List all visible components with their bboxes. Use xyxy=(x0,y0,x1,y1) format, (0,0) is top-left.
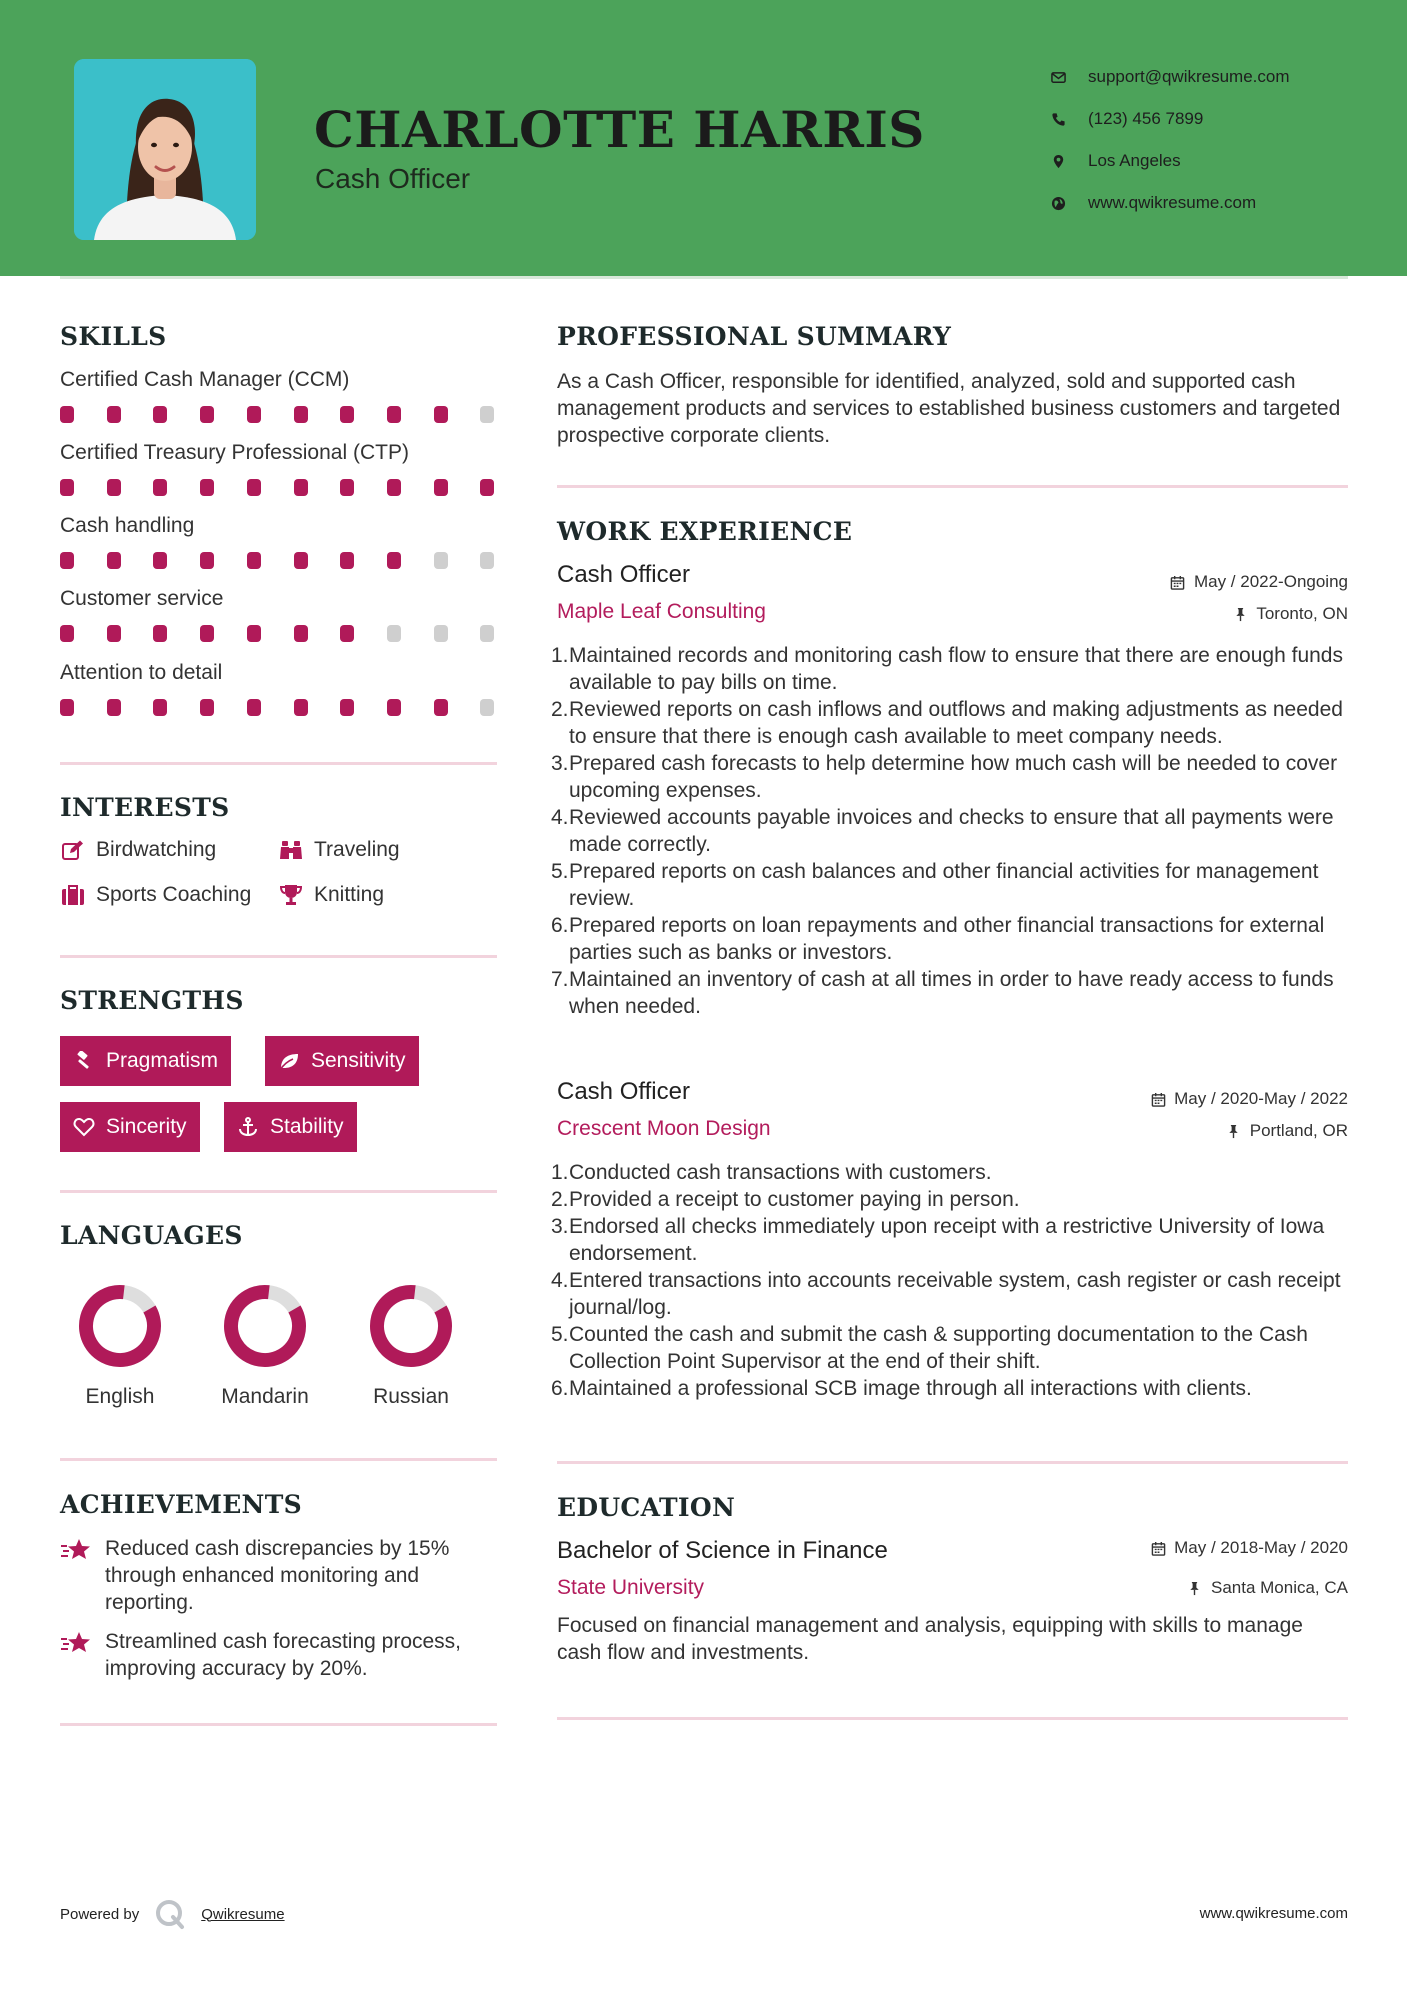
pushpin-icon xyxy=(1187,1580,1203,1596)
skill-dot-filled xyxy=(200,625,214,642)
interest-item xyxy=(278,838,400,862)
strength-label: Stability xyxy=(270,1115,344,1138)
pushpin-icon xyxy=(1226,1123,1242,1139)
skill-dot-filled xyxy=(340,406,354,423)
duty-item: 4. Reviewed accounts payable invoices and checks to ensure that all payments were made correctly. xyxy=(557,804,1352,858)
skill-dot-filled xyxy=(247,699,261,716)
skill-dot-empty xyxy=(387,625,401,642)
language-item xyxy=(205,1283,325,1409)
duty-text: Prepared cash forecasts to help determine how much cash will be needed to cover upcoming expenses. xyxy=(569,752,1338,802)
interests-heading: INTERESTS xyxy=(60,793,230,822)
skill-dot-filled xyxy=(60,625,74,642)
calendar-icon xyxy=(1170,574,1186,590)
duty-text: Maintained records and monitoring cash flow to ensure that there are enough funds available to pay bills on time. xyxy=(569,644,1343,694)
job-duties xyxy=(551,1159,1352,1402)
skill-dot-filled xyxy=(247,625,261,642)
skill-dot-filled xyxy=(60,552,74,569)
skill-rating xyxy=(60,479,500,497)
leaf-icon xyxy=(277,1050,301,1072)
education-description: Focused on financial management and analysis, equipping with skills to manage cash flow and investments. xyxy=(557,1614,1303,1664)
education-degree: Bachelor of Science in Finance xyxy=(557,1537,888,1564)
skill-dot-filled xyxy=(294,699,308,716)
section-divider xyxy=(60,1458,497,1461)
duty-text: Entered transactions into accounts receivable system, cash register or cash receipt journal/log. xyxy=(569,1269,1341,1319)
duty-text: Conducted cash transactions with customers. xyxy=(569,1161,992,1184)
section-divider xyxy=(60,762,497,765)
summary-heading: PROFESSIONAL SUMMARY xyxy=(557,322,952,351)
trophy-icon xyxy=(278,883,304,907)
skill-dot-filled xyxy=(60,479,74,496)
skill-dot-filled xyxy=(480,479,494,496)
duty-text: Maintained an inventory of cash at all times in order to have ready access to funds when needed. xyxy=(569,968,1334,1018)
job-title: Cash Officer xyxy=(557,1078,690,1105)
summary-text: As a Cash Officer, responsible for identified, analyzed, sold and supported cash management products and services to established business customers and targeted prospective corporate clients. xyxy=(557,370,1341,447)
contact-email-text: support@qwikresume.com xyxy=(1088,67,1290,86)
contact-website[interactable] xyxy=(1050,182,1290,224)
job-location xyxy=(1226,1121,1348,1141)
skill-dot-filled xyxy=(200,552,214,569)
phone-icon xyxy=(1050,111,1066,127)
donut-fill xyxy=(77,1283,163,1369)
duty-text: Prepared reports on cash balances and other financial activities for management review. xyxy=(569,860,1319,910)
education-dates xyxy=(1150,1538,1348,1558)
achievement-item xyxy=(60,1628,500,1682)
strength-label: Sensitivity xyxy=(311,1049,406,1072)
interest-item xyxy=(60,883,251,907)
footer-powered-by xyxy=(60,1897,285,1931)
duty-item: 5. Counted the cash and submit the cash & supporting documentation to the Cash Collection Point Supervisor at the end of their shift. xyxy=(557,1321,1352,1375)
portrait-image xyxy=(74,59,256,240)
interest-item xyxy=(60,838,216,862)
language-name: Mandarin xyxy=(221,1385,309,1408)
calendar-icon xyxy=(1150,1540,1166,1556)
strength-label: Sincerity xyxy=(106,1115,187,1138)
skill-dot-filled xyxy=(200,479,214,496)
job-company: Crescent Moon Design xyxy=(557,1117,771,1140)
skill-dot-empty xyxy=(480,552,494,569)
skill-dot-filled xyxy=(153,479,167,496)
education-dates-text: May / 2018-May / 2020 xyxy=(1174,1538,1348,1557)
contact-email[interactable] xyxy=(1050,56,1290,98)
job-dates-text: May / 2020-May / 2022 xyxy=(1174,1089,1348,1108)
job-location-text: Portland, OR xyxy=(1249,1121,1348,1140)
section-divider xyxy=(60,1723,497,1726)
skill-dot-filled xyxy=(200,406,214,423)
map-marker-icon xyxy=(1050,153,1066,169)
candidate-name: CHARLOTTE HARRIS xyxy=(314,100,925,159)
language-donut xyxy=(222,1283,308,1369)
skill-name: Attention to detail xyxy=(60,661,223,684)
strength-tag xyxy=(265,1036,419,1086)
achievement-text: Streamlined cash forecasting process, improving accuracy by 20%. xyxy=(105,1630,462,1680)
powered-by-text: Powered by xyxy=(60,1905,140,1923)
duty-item: 1. Conducted cash transactions with customers. xyxy=(551,1161,992,1184)
skill-dot-empty xyxy=(434,625,448,642)
skill-dot-filled xyxy=(153,552,167,569)
duty-text: Reviewed accounts payable invoices and checks to ensure that all payments were made correctly. xyxy=(569,806,1334,856)
duty-text: Maintained a professional SCB image through all interactions with clients. xyxy=(569,1377,1252,1400)
language-name: Russian xyxy=(373,1385,449,1408)
contact-phone-text: (123) 456 7899 xyxy=(1088,109,1204,128)
header-divider xyxy=(60,276,1348,279)
skill-name: Certified Treasury Professional (CTP) xyxy=(60,441,409,464)
edit-icon xyxy=(60,838,86,862)
footer-website-link[interactable]: www.qwikresume.com xyxy=(1199,1905,1348,1922)
job-dates xyxy=(1150,1089,1348,1109)
achievement-text: Reduced cash discrepancies by 15% through enhanced monitoring and reporting. xyxy=(105,1537,450,1614)
skill-dot-filled xyxy=(387,699,401,716)
skill-dot-filled xyxy=(294,479,308,496)
strength-tag xyxy=(60,1036,231,1086)
resume-header xyxy=(0,0,1407,276)
job-dates-text: May / 2022-Ongoing xyxy=(1193,572,1348,591)
section-divider xyxy=(557,1461,1348,1464)
skill-dot-filled xyxy=(107,479,121,496)
job-location xyxy=(1232,604,1348,624)
interest-label: Knitting xyxy=(314,883,385,906)
skill-dot-filled xyxy=(387,406,401,423)
job-title: Cash Officer xyxy=(557,561,690,588)
experience-heading: WORK EXPERIENCE xyxy=(557,517,853,546)
contact-location xyxy=(1050,140,1290,182)
anchor-icon xyxy=(236,1116,260,1138)
strength-tag xyxy=(224,1102,357,1152)
skill-dot-filled xyxy=(153,625,167,642)
interest-label: Birdwatching xyxy=(96,838,217,861)
skill-dot-filled xyxy=(294,406,308,423)
gavel-icon xyxy=(72,1050,96,1072)
envelope-icon xyxy=(1050,69,1066,85)
qwikresume-logo-icon xyxy=(153,1897,187,1931)
calendar-icon xyxy=(1150,1091,1166,1107)
job-dates xyxy=(1170,572,1348,592)
heart-icon xyxy=(72,1116,96,1138)
section-divider xyxy=(557,485,1348,488)
skill-dot-filled xyxy=(294,552,308,569)
strengths-heading: STRENGTHS xyxy=(60,986,244,1015)
interest-item xyxy=(278,883,384,907)
duty-text: Endorsed all checks immediately upon receipt with a restrictive University of Iowa endorsement. xyxy=(569,1215,1325,1265)
skill-dot-filled xyxy=(200,699,214,716)
language-donut xyxy=(368,1283,454,1369)
section-divider xyxy=(60,1190,497,1193)
duty-item: 2. Reviewed reports on cash inflows and outflows and making adjustments as needed to ensure that there is enough cash available to meet company needs. xyxy=(557,696,1352,750)
skill-dot-filled xyxy=(340,699,354,716)
globe-icon xyxy=(1050,195,1066,211)
interest-label: Traveling xyxy=(314,838,400,861)
duty-item: 6. Maintained a professional SCB image through all interactions with clients. xyxy=(551,1377,1252,1400)
job-location-text: Toronto, ON xyxy=(1256,604,1348,623)
skill-dot-filled xyxy=(434,699,448,716)
achievement-item xyxy=(60,1535,500,1616)
candidate-role: Cash Officer xyxy=(315,163,471,194)
skill-dot-filled xyxy=(107,552,121,569)
duty-item: 4. Entered transactions into accounts receivable system, cash register or cash receipt journal/log. xyxy=(557,1267,1352,1321)
skill-dot-filled xyxy=(387,479,401,496)
skill-dot-filled xyxy=(60,406,74,423)
skill-dot-filled xyxy=(387,552,401,569)
strength-tag xyxy=(60,1102,200,1152)
skill-rating xyxy=(60,625,500,643)
donut-fill xyxy=(368,1283,454,1369)
skill-dot-filled xyxy=(107,699,121,716)
job-duties xyxy=(551,642,1352,1020)
section-divider xyxy=(60,955,497,958)
education-location xyxy=(1187,1578,1348,1598)
language-item xyxy=(60,1283,180,1409)
skill-dot-empty xyxy=(480,406,494,423)
skill-dot-filled xyxy=(107,625,121,642)
duty-item: 5. Prepared reports on cash balances and other financial activities for management review. xyxy=(557,858,1352,912)
education-heading: EDUCATION xyxy=(557,1493,736,1522)
binoculars-icon xyxy=(278,838,304,862)
skill-dot-filled xyxy=(153,699,167,716)
skill-dot-empty xyxy=(434,552,448,569)
achievements-heading: ACHIEVEMENTS xyxy=(60,1490,302,1519)
language-donut xyxy=(77,1283,163,1369)
pushpin-icon xyxy=(1232,606,1248,622)
skill-dot-filled xyxy=(247,406,261,423)
donut-fill xyxy=(222,1283,308,1369)
section-divider xyxy=(557,1717,1348,1720)
duty-text: Provided a receipt to customer paying in person. xyxy=(569,1188,1020,1211)
interest-label: Sports Coaching xyxy=(96,883,252,906)
star-award-icon xyxy=(60,1535,94,1616)
duty-item: 2. Provided a receipt to customer paying in person. xyxy=(551,1188,1020,1211)
skill-dot-filled xyxy=(340,625,354,642)
languages-heading: LANGUAGES xyxy=(60,1221,243,1250)
contact-phone[interactable] xyxy=(1050,98,1290,140)
duty-item: 6. Prepared reports on loan repayments and other financial transactions for external parties such as banks or investors. xyxy=(557,912,1352,966)
duty-text: Counted the cash and submit the cash & supporting documentation to the Cash Collection Point Supervisor at the end of their shift. xyxy=(569,1323,1308,1373)
education-school: State University xyxy=(557,1576,705,1599)
skill-dot-empty xyxy=(480,699,494,716)
duty-item: 3. Prepared cash forecasts to help determine how much cash will be needed to cover upcoming expenses. xyxy=(557,750,1352,804)
duty-item: 1. Maintained records and monitoring cash flow to ensure that there are enough funds available to pay bills on time. xyxy=(557,642,1352,696)
skill-dot-filled xyxy=(434,479,448,496)
skill-dot-filled xyxy=(60,699,74,716)
contact-website-text: www.qwikresume.com xyxy=(1088,193,1257,212)
skill-dot-empty xyxy=(480,625,494,642)
star-award-icon xyxy=(60,1628,94,1682)
profile-photo xyxy=(74,59,256,240)
briefcase-icon xyxy=(60,883,86,907)
education-location-text: Santa Monica, CA xyxy=(1210,1578,1348,1597)
skill-dot-filled xyxy=(340,552,354,569)
skill-dot-filled xyxy=(107,406,121,423)
skill-rating xyxy=(60,406,500,424)
skill-name: Cash handling xyxy=(60,514,195,537)
skills-heading: SKILLS xyxy=(60,322,167,351)
skill-rating xyxy=(60,699,500,717)
contact-location-text: Los Angeles xyxy=(1088,151,1181,170)
duty-text: Reviewed reports on cash inflows and outflows and making adjustments as needed to ensure that there is enough cash available to meet company needs. xyxy=(569,698,1343,748)
skill-name: Customer service xyxy=(60,587,224,610)
skill-dot-filled xyxy=(294,625,308,642)
job-company: Maple Leaf Consulting xyxy=(557,600,766,623)
skill-dot-filled xyxy=(153,406,167,423)
language-name: English xyxy=(85,1385,155,1408)
skill-name: Certified Cash Manager (CCM) xyxy=(60,368,350,391)
duty-item: 7. Maintained an inventory of cash at all times in order to have ready access to funds when needed. xyxy=(557,966,1352,1020)
brand-link[interactable]: Qwikresume xyxy=(201,1905,285,1923)
duty-text: Prepared reports on loan repayments and other financial transactions for external parties such as banks or investors. xyxy=(569,914,1325,964)
skill-rating xyxy=(60,552,500,570)
skill-dot-filled xyxy=(340,479,354,496)
duty-item: 3. Endorsed all checks immediately upon receipt with a restrictive University of Iowa endorsement. xyxy=(557,1213,1352,1267)
strength-label: Pragmatism xyxy=(106,1049,219,1072)
skill-dot-filled xyxy=(434,406,448,423)
skill-dot-filled xyxy=(247,552,261,569)
contact-list xyxy=(1050,56,1290,224)
skill-dot-filled xyxy=(247,479,261,496)
language-item xyxy=(351,1283,471,1409)
